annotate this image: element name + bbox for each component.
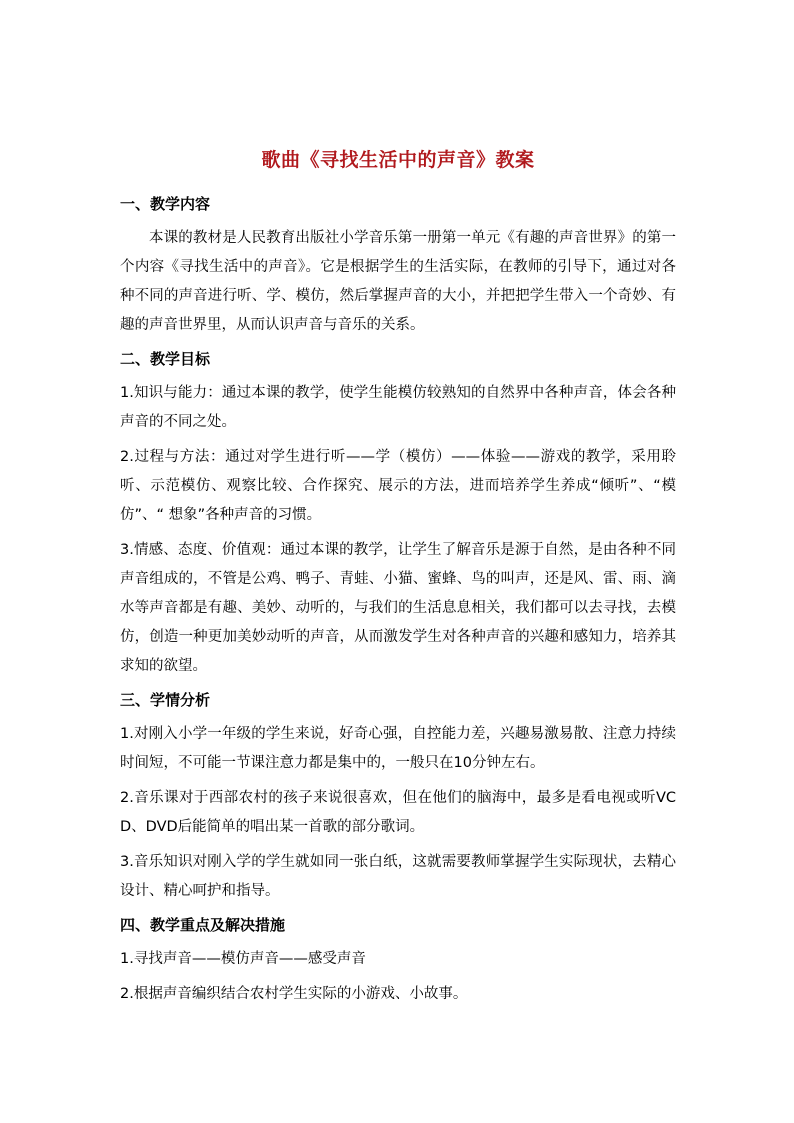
section-teaching-goals: [120, 349, 676, 681]
section-key-points: [120, 915, 676, 1009]
list-item: 2.过程与方法：通过对学生进行听——学（模仿）——体验——游戏的教学，采用聆听、示范模仿、观察比较、合作探究、展示的方法，进而培养学生养成“倾听”、“模仿”、“ 想象”各种声音的习惯。: [120, 449, 676, 523]
document-page: [120, 148, 676, 1015]
section-heading: 二、教学目标: [120, 350, 211, 368]
list-item: 3.音乐知识对刚入学的学生就如同一张白纸，这就需要教师掌握学生实际现状，去精心设计、精心呵护和指导。: [120, 854, 676, 899]
list-item: 1.对刚入小学一年级的学生来说，好奇心强，自控能力差，兴趣易激易散、注意力持续时间短，不可能一节课注意力都是集中的，一般只在10分钟左右。: [120, 726, 676, 771]
list-item: 3.情感、态度、价值观：通过本课的教学，让学生了解音乐是源于自然，是由各种不同声音组成的，不管是公鸡、鸭子、青蛙、小猫、蜜蜂、鸟的叫声，还是风、雷、雨、滴水等声音都是有趣、美妙、动听的，与我们的生活息息相关，我们都可以去寻找，去模仿，创造一种更加美妙动听的声音，从而激发学生对各种声音的兴趣和感知力，培养其求知的欲望。: [120, 542, 676, 674]
section-heading: 四、教学重点及解决措施: [120, 916, 286, 934]
list-item: 1.寻找声音——模仿声音——感受声音: [120, 951, 366, 967]
list-item: 2.音乐课对于西部农村的孩子来说很喜欢，但在他们的脑海中，最多是看电视或听VCD、DVD后能简单的唱出某一首歌的部分歌词。: [120, 790, 676, 835]
list-item: 2.根据声音编织结合农村学生实际的小游戏、小故事。: [120, 986, 468, 1002]
section-student-analysis: [120, 690, 676, 906]
section-paragraph: 本课的教材是人民教育出版社小学音乐第一册第一单元《有趣的声音世界》的第一个内容《寻找生活中的声音》。它是根据学生的生活实际，在教师的引导下，通过对各种不同的声音进行听、学、模仿，然后掌握声音的大小，并把把学生带入一个奇妙、有趣的声音世界里，从而认识声音与音乐的关系。: [120, 230, 676, 333]
section-heading: 一、教学内容: [120, 195, 211, 213]
section-heading: 三、学情分析: [120, 691, 211, 709]
list-item: 1.知识与能力：通过本课的教学，使学生能模仿较熟知的自然界中各种声音，体会各种声音的不同之处。: [120, 385, 676, 430]
section-teaching-content: [120, 194, 676, 340]
document-title: 歌曲《寻找生活中的声音》教案: [261, 149, 535, 171]
